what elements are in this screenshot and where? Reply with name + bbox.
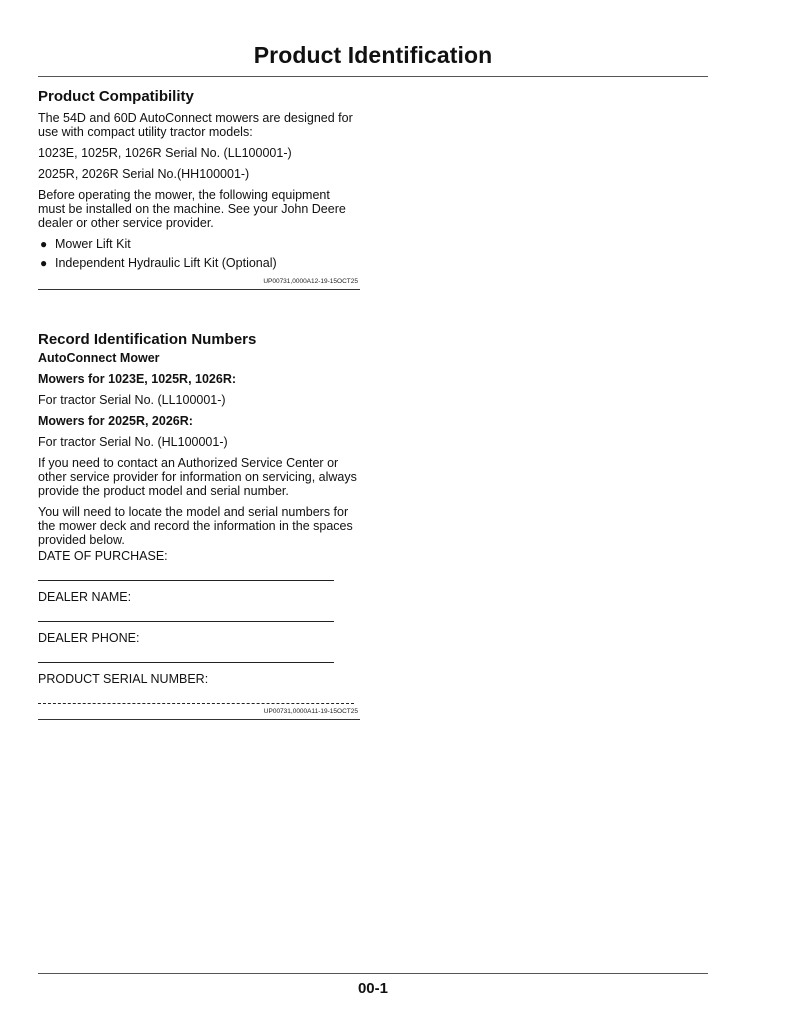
dealer-phone-field[interactable]: [38, 662, 334, 663]
list-item-label: Mower Lift Kit: [55, 237, 131, 251]
group1-heading: Mowers for 1023E, 1025R, 1026R:: [38, 372, 237, 386]
compatibility-intro: The 54D and 60D AutoConnect mowers are designed for use with compact utility tractor models:: [38, 111, 353, 139]
required-equipment-note: Before operating the mower, the following equipment must be installed on the machine. See your John Deere dealer or other service provider.: [38, 188, 346, 230]
product-serial-number-label: PRODUCT SERIAL NUMBER:: [38, 672, 209, 686]
product-serial-number-field[interactable]: [38, 703, 354, 704]
list-item: [38, 237, 360, 251]
product-compatibility-heading: Product Compatibility: [38, 88, 194, 105]
compatible-models-2: 2025R, 2026R Serial No.(HH100001-): [38, 167, 250, 181]
page-number: 00-1: [357, 980, 388, 997]
required-equipment-list: [38, 237, 360, 270]
section-divider: [38, 719, 360, 720]
locate-note: You will need to locate the model and serial numbers for the mower deck and record the information in the spaces provided below.: [38, 505, 353, 547]
date-of-purchase-field[interactable]: [38, 580, 334, 581]
reference-code: UP00731,0000A12-19-15OCT25: [263, 278, 358, 285]
autoconnect-mower-subheading: AutoConnect Mower: [38, 351, 160, 365]
section-divider: [38, 289, 360, 290]
bullet-icon: ●: [40, 237, 48, 251]
page-title: Product Identification: [253, 42, 493, 68]
reference-code: UP00731,0000A11-19-15OCT25: [263, 708, 358, 715]
group2-heading: Mowers for 2025R, 2026R:: [38, 414, 193, 428]
dealer-name-label: DEALER NAME:: [38, 590, 132, 604]
group2-serial: For tractor Serial No. (HL100001-): [38, 435, 228, 449]
compatible-models-1: 1023E, 1025R, 1026R Serial No. (LL100001-): [38, 146, 292, 160]
dealer-name-field[interactable]: [38, 621, 334, 622]
list-item-label: Independent Hydraulic Lift Kit (Optional): [55, 256, 277, 270]
footer-divider: [38, 973, 708, 974]
product-compatibility-section: [38, 88, 360, 290]
contact-note: If you need to contact an Authorized Service Center or other service provider for information on servicing, always provide the product model and serial number.: [38, 456, 357, 498]
title-divider: [38, 76, 708, 77]
record-identification-heading: Record Identification Numbers: [38, 331, 257, 348]
record-identification-section: [38, 331, 360, 720]
bullet-icon: ●: [40, 256, 48, 270]
group1-serial: For tractor Serial No. (LL100001-): [38, 393, 226, 407]
date-of-purchase-label: DATE OF PURCHASE:: [38, 549, 168, 563]
dealer-phone-label: DEALER PHONE:: [38, 631, 140, 645]
list-item: [38, 256, 360, 270]
